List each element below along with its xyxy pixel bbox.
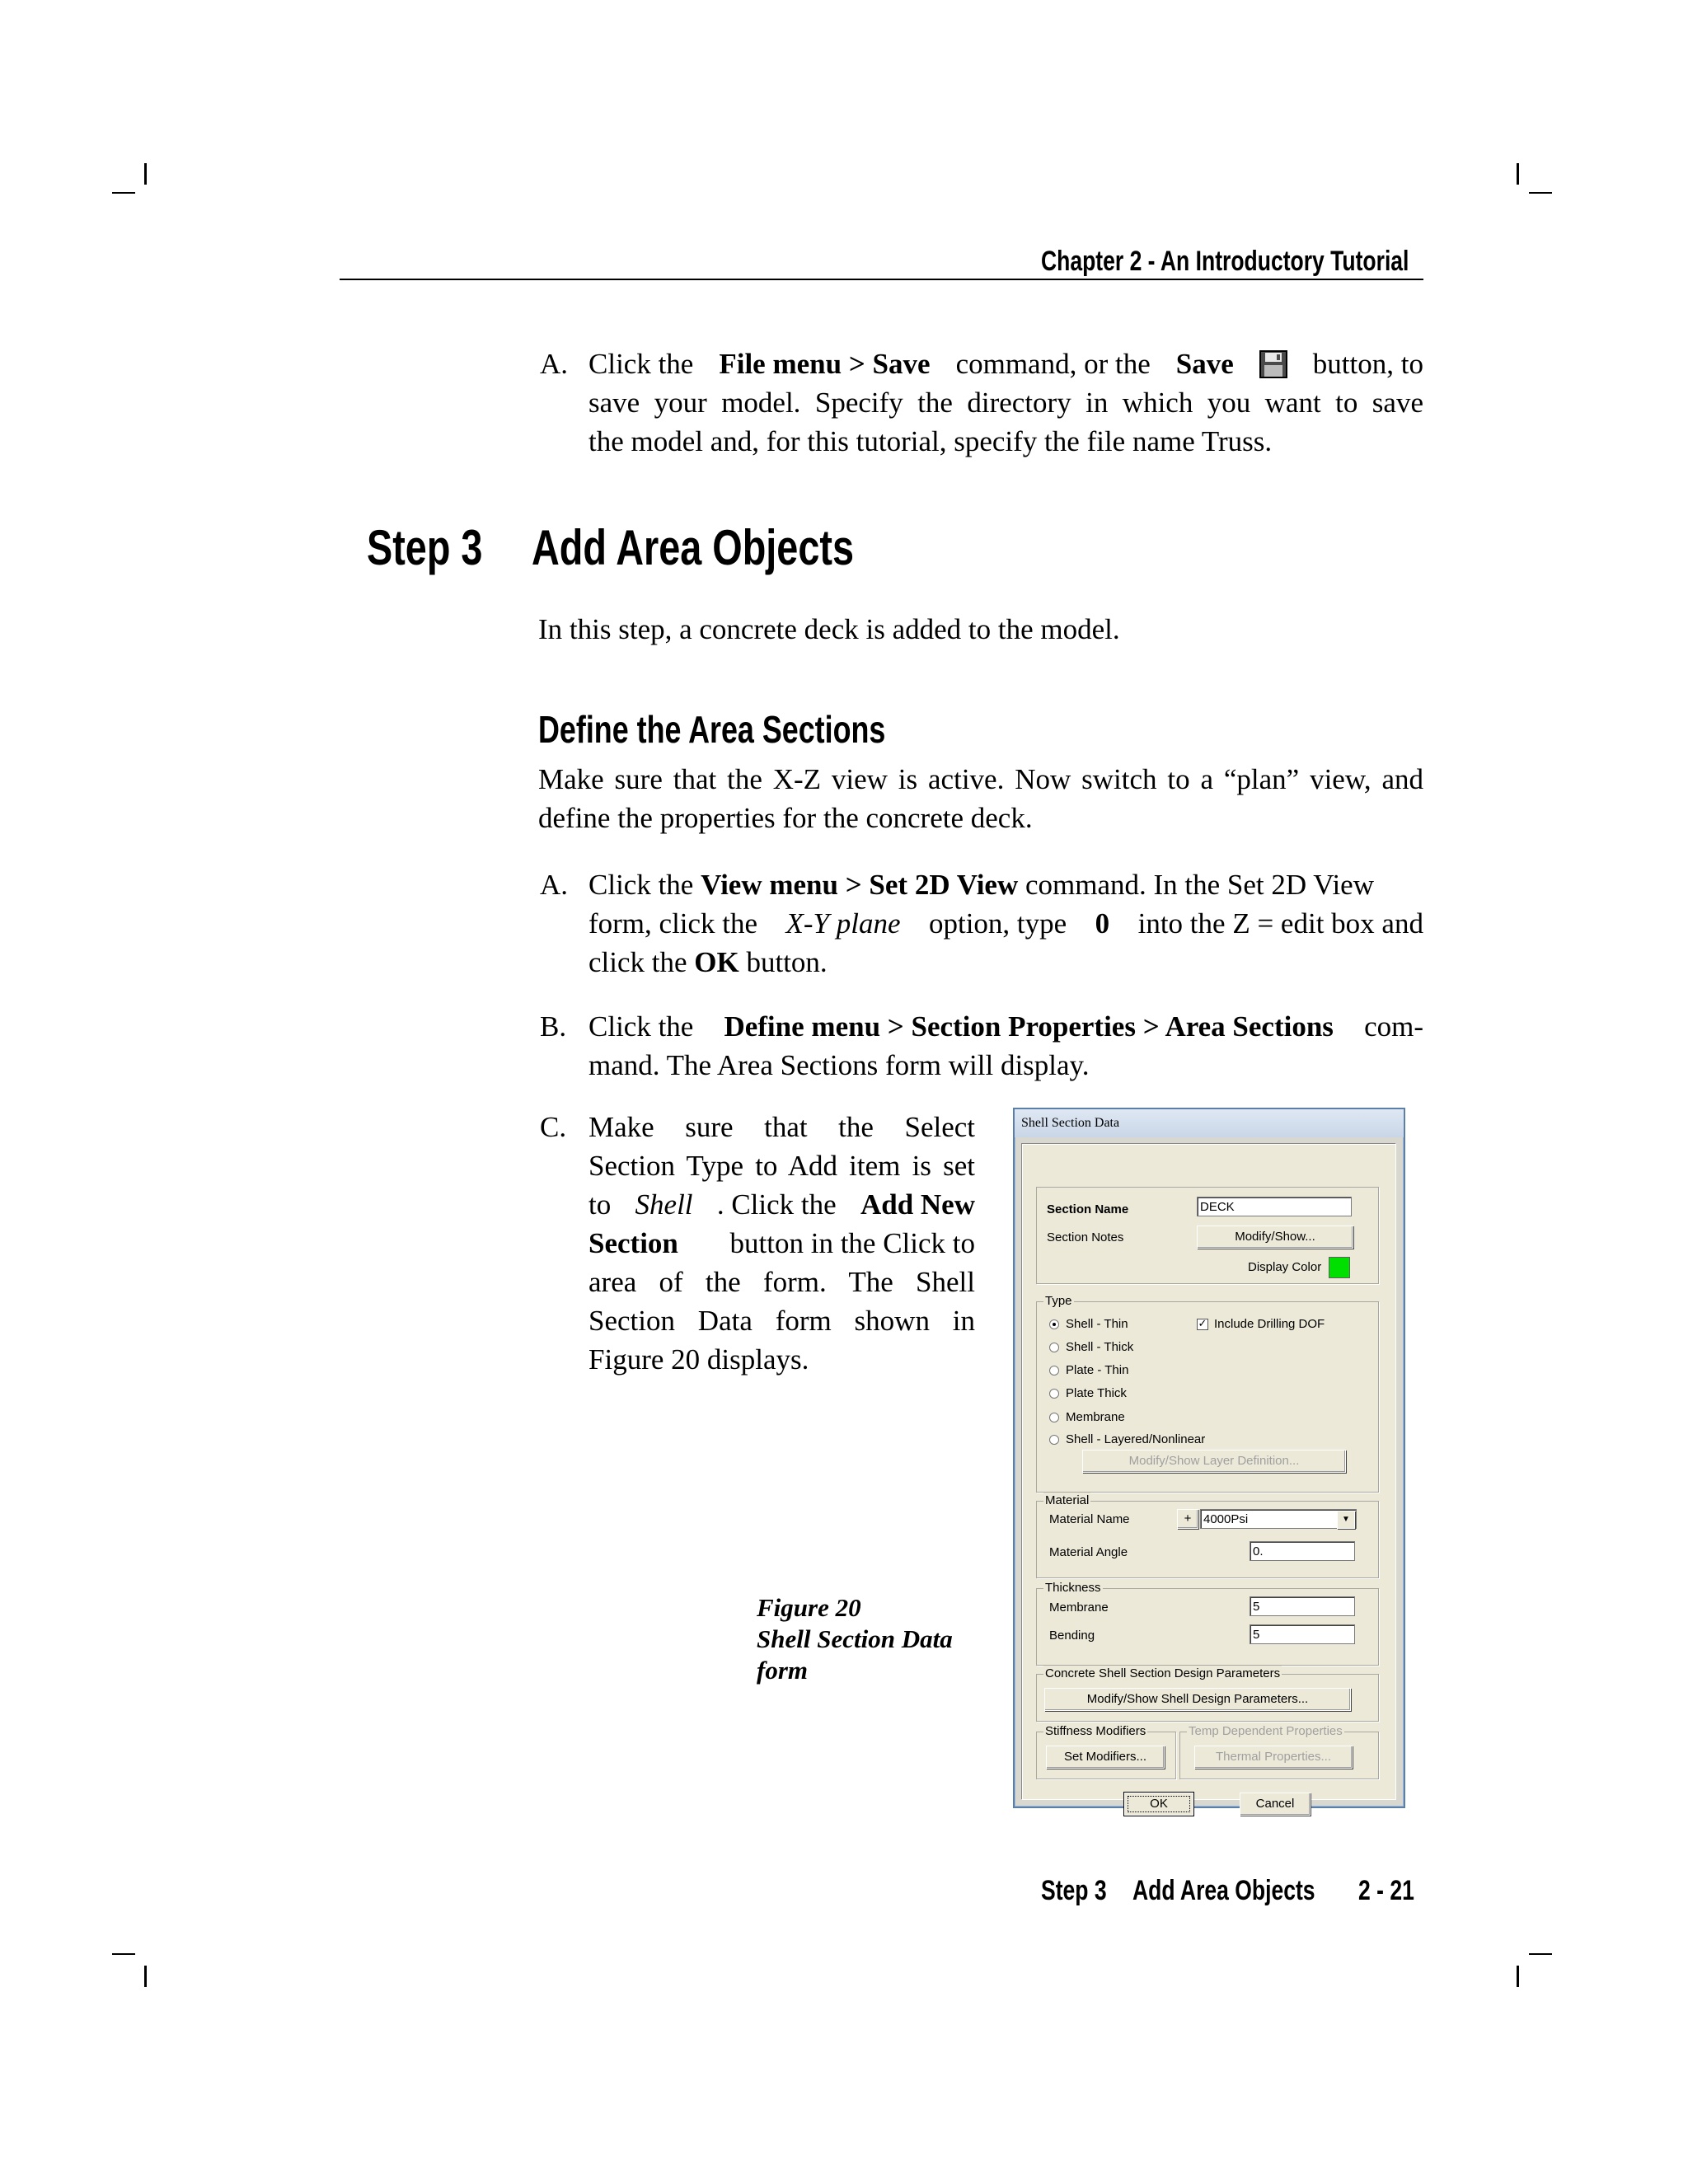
figure-title-cont: form <box>757 1656 808 1685</box>
crop-mark <box>112 1953 135 1955</box>
step-intro: In this step, a concrete deck is added to the model. <box>538 613 1120 645</box>
option-label: Plate Thick <box>1066 1386 1127 1400</box>
save-instruction-text <box>588 344 1423 461</box>
item-text <box>588 1108 975 1379</box>
line: the model and, for this tutorial, specify the file name Truss. <box>588 425 1273 457</box>
line <box>588 1007 1423 1046</box>
line <box>588 943 1423 982</box>
floppy-disk-icon <box>1259 349 1287 377</box>
item-text <box>588 865 1423 982</box>
radio-shell-thick[interactable] <box>1049 1343 1059 1352</box>
text-run: . Click the <box>716 1188 837 1221</box>
line <box>588 904 1423 943</box>
material-name-label: Material Name <box>1049 1512 1130 1526</box>
xy-plane-option: X-Y plane <box>785 907 901 940</box>
bending-input[interactable]: 5 <box>1250 1624 1355 1644</box>
add-new-label: Add New <box>860 1188 975 1221</box>
modify-show-notes-button[interactable]: Modify/Show... <box>1197 1226 1353 1249</box>
membrane-input[interactable]: 5 <box>1250 1596 1355 1616</box>
line <box>588 865 1423 904</box>
z-value: 0 <box>1095 907 1110 940</box>
option-label: Shell - Thin <box>1066 1317 1128 1331</box>
type-group-title: Type <box>1045 1294 1072 1308</box>
text-run: button in the Click to <box>729 1227 975 1259</box>
text-run: into the Z = edit box and <box>1137 907 1423 940</box>
section-name-input[interactable]: DECK <box>1197 1197 1352 1216</box>
crop-mark <box>1517 1966 1519 1987</box>
line: Figure 20 displays. <box>588 1343 809 1376</box>
section-label: Section <box>588 1227 678 1259</box>
shell-term: Shell <box>635 1188 693 1221</box>
footer-title: Add Area Objects <box>1132 1875 1315 1906</box>
text-run: command. In the Set 2D View <box>1018 869 1374 901</box>
thermal-properties-button[interactable]: Thermal Properties... <box>1194 1746 1353 1769</box>
text-run: button, to <box>1312 348 1423 380</box>
radio-plate-thin[interactable] <box>1049 1366 1059 1376</box>
design-parameters-button[interactable]: Modify/Show Shell Design Parameters... <box>1044 1688 1351 1711</box>
shell-section-data-dialog <box>1013 1108 1405 1811</box>
figure-caption <box>757 1592 953 1686</box>
display-color-label: Display Color <box>1248 1260 1322 1274</box>
text-run: to <box>588 1188 612 1221</box>
section-name-label: Section Name <box>1047 1202 1129 1216</box>
list-label: C. <box>540 1111 567 1143</box>
running-head: Chapter 2 - An Introductory Tutorial <box>1041 246 1409 277</box>
radio-membrane[interactable] <box>1049 1413 1059 1422</box>
section-paragraph <box>538 760 1423 837</box>
line: Make sure that the Select <box>588 1111 975 1143</box>
option-label: Membrane <box>1066 1410 1125 1424</box>
dialog-title: Shell Section Data <box>1015 1109 1404 1137</box>
text-run: command, or the <box>955 348 1151 380</box>
dialog-body <box>1022 1144 1396 1811</box>
crop-mark <box>1517 163 1519 185</box>
crop-mark <box>1529 1953 1552 1955</box>
crop-mark <box>144 163 147 185</box>
text-run: Click the <box>588 348 694 380</box>
list-label: B. <box>540 1010 567 1043</box>
line: Section Data form shown in <box>588 1305 975 1337</box>
radio-shell-layered[interactable] <box>1049 1435 1059 1445</box>
crop-mark <box>1529 192 1552 194</box>
crop-mark <box>112 192 135 194</box>
option-label: Shell - Thick <box>1066 1340 1134 1354</box>
section-notes-label: Section Notes <box>1047 1230 1124 1244</box>
stiffness-group-title: Stiffness Modifiers <box>1045 1724 1146 1738</box>
section-heading: Define the Area Sections <box>538 708 886 751</box>
include-drilling-label: Include Drilling DOF <box>1214 1317 1325 1331</box>
radio-shell-thin[interactable] <box>1049 1319 1059 1329</box>
line: area of the form. The Shell <box>588 1266 975 1298</box>
layer-definition-button[interactable]: Modify/Show Layer Definition... <box>1082 1450 1346 1473</box>
line: mand. The Area Sections form will display. <box>588 1049 1090 1081</box>
bending-label: Bending <box>1049 1629 1095 1643</box>
define-menu-command: Define menu > Section Properties > Area Sections <box>724 1010 1334 1043</box>
list-label: A. <box>540 348 569 380</box>
ok-button[interactable]: OK <box>1124 1793 1193 1816</box>
step-title: Add Area Objects <box>532 520 854 575</box>
text-run: Click the <box>588 869 701 901</box>
set-modifiers-button[interactable]: Set Modifiers... <box>1046 1746 1165 1769</box>
text-run: click the <box>588 946 695 978</box>
material-add-button[interactable]: + <box>1177 1509 1198 1529</box>
line <box>588 1185 975 1224</box>
material-group-title: Material <box>1045 1493 1090 1507</box>
text-run: option, type <box>928 907 1067 940</box>
material-select[interactable] <box>1200 1509 1357 1529</box>
material-angle-input[interactable]: 0. <box>1250 1541 1355 1561</box>
display-color-swatch[interactable] <box>1329 1257 1350 1278</box>
ok-label: OK <box>694 946 739 978</box>
text-run: button. <box>738 946 828 978</box>
line: save your model. Specify the directory in which you want to save <box>588 387 1423 419</box>
file-save-command: File menu > Save <box>719 348 931 380</box>
header-rule <box>340 279 1423 280</box>
cancel-button[interactable]: Cancel <box>1240 1793 1311 1816</box>
view-menu-command: View menu > Set 2D View <box>701 869 1019 901</box>
text-run: Click the <box>588 1010 694 1043</box>
figure-title: Shell Section Data <box>757 1624 953 1653</box>
material-value: 4000Psi <box>1203 1512 1249 1526</box>
line: define the properties for the concrete deck. <box>538 802 1033 834</box>
crop-mark <box>144 1966 147 1987</box>
option-label: Plate - Thin <box>1066 1363 1129 1377</box>
thickness-group-title: Thickness <box>1045 1581 1101 1595</box>
figure-number: Figure 20 <box>757 1593 861 1622</box>
material-angle-label: Material Angle <box>1049 1545 1128 1559</box>
page-number: 2 - 21 <box>1358 1875 1414 1906</box>
design-group-title: Concrete Shell Section Design Parameters <box>1045 1666 1281 1680</box>
membrane-label: Membrane <box>1049 1601 1109 1615</box>
line: Make sure that the X-Z view is active. Now switch to a “plan” view, and <box>538 763 1423 795</box>
chevron-down-icon[interactable]: ▼ <box>1337 1511 1355 1529</box>
text-run: com- <box>1364 1010 1423 1043</box>
temp-group-title: Temp Dependent Properties <box>1189 1724 1343 1738</box>
line <box>588 1224 975 1263</box>
line: Section Type to Add item is set <box>588 1150 975 1182</box>
footer-step: Step 3 <box>1041 1875 1107 1906</box>
include-drilling-checkbox[interactable]: ✓ <box>1198 1318 1207 1330</box>
option-label: Shell - Layered/Nonlinear <box>1066 1432 1206 1446</box>
radio-plate-thick[interactable] <box>1049 1389 1059 1399</box>
list-label: A. <box>540 869 569 901</box>
save-label: Save <box>1175 348 1234 380</box>
item-text <box>588 1007 1423 1085</box>
line <box>588 344 1423 383</box>
text-run: form, click the <box>588 907 758 940</box>
step-number: Step 3 <box>367 520 483 575</box>
